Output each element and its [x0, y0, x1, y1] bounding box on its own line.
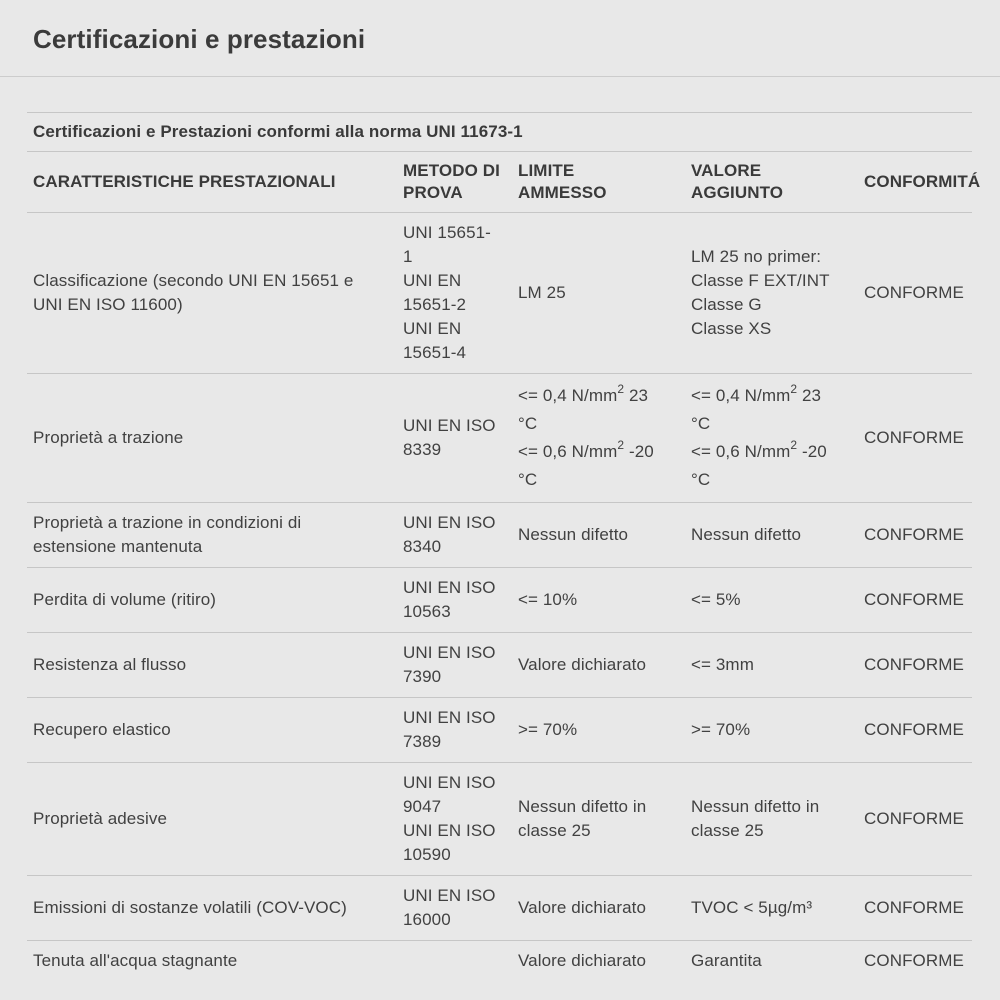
cell-valore: Nessun difetto in classe 25: [691, 797, 820, 840]
cell-valore: <= 5%: [691, 590, 741, 609]
table-row: [27, 763, 972, 876]
column-header-conformita: CONFORMITÁ: [864, 172, 981, 191]
table-row: [27, 633, 972, 698]
cell-limite: Nessun difetto in classe 25: [518, 797, 647, 840]
column-header-limite: LIMITE AMMESSO: [518, 161, 607, 202]
table-row: [27, 941, 972, 982]
cell-caratteristica: Proprietà adesive: [33, 809, 167, 828]
cell-conformita: CONFORME: [864, 590, 964, 609]
cell-conformita: CONFORME: [864, 655, 964, 674]
cell-metodo: UNI EN ISO 7390: [403, 643, 496, 686]
table-caption: Certificazioni e Prestazioni conformi alla norma UNI 11673-1: [33, 122, 523, 141]
cell-metodo: UNI EN ISO 8339: [403, 416, 496, 459]
cell-conformita: CONFORME: [864, 809, 964, 828]
cell-limite: >= 70%: [518, 720, 578, 739]
cell-limite: <= 10%: [518, 590, 578, 609]
cell-limite: Nessun difetto: [518, 525, 629, 544]
cell-conformita: CONFORME: [864, 525, 964, 544]
table-caption-row: [27, 113, 972, 152]
cell-limite: Valore dichiarato: [518, 655, 647, 674]
cell-caratteristica: Emissioni di sostanze volatili (COV-VOC): [33, 898, 347, 917]
column-header-caratteristica: CARATTERISTICHE PRESTAZIONALI: [33, 172, 336, 191]
cell-conformita: CONFORME: [864, 951, 964, 970]
cell-conformita: CONFORME: [864, 720, 964, 739]
cell-limite: Valore dichiarato: [518, 951, 647, 970]
cell-caratteristica: Classificazione (secondo UNI EN 15651 e UNI EN ISO 11600): [33, 271, 354, 314]
cell-valore: Garantita: [691, 951, 762, 970]
cell-conformita: CONFORME: [864, 428, 964, 447]
column-header-metodo: METODO DI PROVA: [403, 161, 500, 202]
page-title: Certificazioni e prestazioni: [33, 24, 366, 54]
table-row: [27, 213, 972, 374]
cell-limite: Valore dichiarato: [518, 898, 647, 917]
cell-caratteristica: Proprietà a trazione in condizioni di estensione mantenuta: [33, 513, 302, 556]
column-header-row: [27, 152, 972, 213]
cell-valore: >= 70%: [691, 720, 751, 739]
cell-metodo: UNI EN ISO 8340: [403, 513, 496, 556]
table-row: [27, 503, 972, 568]
cell-valore: Nessun difetto: [691, 525, 802, 544]
certifications-section: [27, 112, 981, 981]
table-row: [27, 876, 972, 941]
cell-caratteristica: Resistenza al flusso: [33, 655, 187, 674]
cell-valore: <= 0,4 $N/mm^2$ 23 °C <= 0,6 $N/mm^2$ -20 °C: [691, 382, 827, 489]
cell-caratteristica: Proprietà a trazione: [33, 428, 184, 447]
cell-metodo: UNI EN ISO 9047 UNI EN ISO 10590: [403, 773, 496, 864]
cell-caratteristica: Perdita di volume (ritiro): [33, 590, 217, 609]
cell-caratteristica: Recupero elastico: [33, 720, 171, 739]
cell-metodo: UNI EN ISO 16000: [403, 886, 496, 929]
cell-valore: LM 25 no primer: Classe F EXT/INT Classe G Classe XS: [691, 247, 830, 338]
cell-conformita: CONFORME: [864, 898, 964, 917]
table-row: [27, 568, 972, 633]
table-row: [27, 374, 972, 503]
cell-caratteristica: Tenuta all'acqua stagnante: [33, 951, 238, 970]
cell-conformita: CONFORME: [864, 283, 964, 302]
cell-valore: TVOC < 5µg/m³: [691, 898, 813, 917]
column-header-valore: VALORE AGGIUNTO: [691, 161, 784, 202]
cell-metodo: UNI 15651- 1 UNI EN 15651-2 UNI EN 15651-4: [403, 223, 491, 362]
cell-limite: LM 25: [518, 283, 566, 302]
cell-metodo: UNI EN ISO 10563: [403, 578, 496, 621]
cell-metodo: [397, 941, 512, 982]
certifications-table: [27, 112, 981, 981]
page-header: [0, 0, 1000, 54]
header-divider: [0, 76, 1000, 77]
cell-valore: <= 3mm: [691, 655, 754, 674]
table-row: [27, 698, 972, 763]
cell-metodo: UNI EN ISO 7389: [403, 708, 496, 751]
cell-limite: <= 0,4 $N/mm^2$ 23 °C <= 0,6 $N/mm^2$ -20 °C: [518, 382, 654, 489]
